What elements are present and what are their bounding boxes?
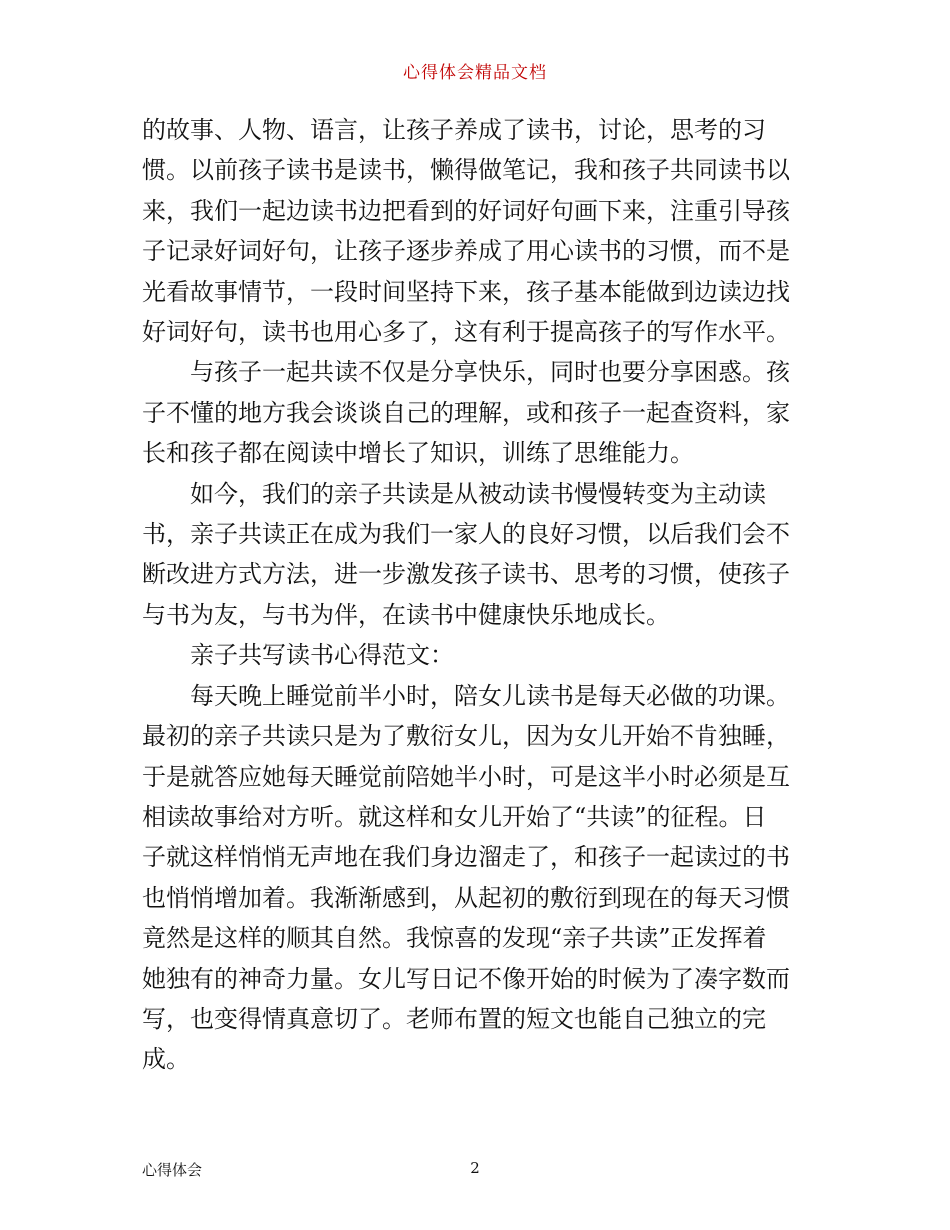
text-line: 与书为友，与书为伴，在读书中健康快乐地成长。 <box>142 600 670 629</box>
text-line: 好词好句，读书也用心多了，这有利于提高孩子的写作水平。 <box>142 318 790 347</box>
paragraph <box>142 474 810 636</box>
paragraph <box>142 676 810 1080</box>
text-line: 如今，我们的亲子共读是从被动读书慢慢转变为主动读 <box>190 479 766 508</box>
page-number: 2 <box>470 1159 480 1177</box>
footer-label: 心得体会 <box>142 1161 203 1179</box>
paragraph <box>142 110 810 352</box>
text-line: 相读故事给对方听。就这样和女儿开始了“共读”的征程。日 <box>142 802 767 831</box>
document-header-title: 心得体会精品文档 <box>403 63 547 83</box>
text-line: 每天晚上睡觉前半小时，陪女儿读书是每天必做的功课。 <box>190 681 790 710</box>
text-line: 惯。以前孩子读书是读书，懒得做笔记，我和孩子共同读书以 <box>142 156 790 185</box>
text-line: 书，亲子共读正在成为我们一家人的良好习惯，以后我们会不 <box>142 520 790 549</box>
text-line: 写，也变得情真意切了。老师布置的短文也能自己独立的完 <box>142 1004 766 1033</box>
text-line: 她独有的神奇力量。女儿写日记不像开始的时候为了凑字数而 <box>142 964 790 993</box>
text-line: 来，我们一起边读书边把看到的好词好句画下来，注重引导孩 <box>142 196 790 225</box>
text-line: 子记录好词好句，让孩子逐步养成了用心读书的习惯，而不是 <box>142 237 790 266</box>
text-line: 亲子共写读书心得范文： <box>190 641 454 670</box>
text-line: 断改进方式方法，进一步激发孩子读书、思考的习惯，使孩子 <box>142 560 790 589</box>
document-body <box>142 110 810 1080</box>
text-line: 成。 <box>142 1045 190 1074</box>
text-line: 长和孩子都在阅读中增长了知识，训练了思维能力。 <box>142 439 694 468</box>
text-line: 子不懂的地方我会谈谈自己的理解，或和孩子一起查资料，家 <box>142 398 790 427</box>
text-line: 与孩子一起共读不仅是分享快乐，同时也要分享困惑。孩 <box>190 358 790 387</box>
paragraph <box>142 352 810 473</box>
text-line: 竟然是这样的顺其自然。我惊喜的发现“亲子共读”正发挥着 <box>142 924 767 953</box>
text-line: 于是就答应她每天睡觉前陪她半小时，可是这半小时必须是互 <box>142 762 790 791</box>
text-line: 光看故事情节，一段时间坚持下来，孩子基本能做到边读边找 <box>142 277 790 306</box>
text-line: 子就这样悄悄无声地在我们身边溜走了，和孩子一起读过的书 <box>142 843 790 872</box>
text-line: 最初的亲子共读只是为了敷衍女儿，因为女儿开始不肯独睡， <box>142 722 790 751</box>
section-heading <box>142 635 810 675</box>
text-line: 也悄悄增加着。我渐渐感到，从起初的敷衍到现在的每天习惯 <box>142 883 790 912</box>
text-line: 的故事、人物、语言，让孩子养成了读书，讨论，思考的习 <box>142 116 766 144</box>
